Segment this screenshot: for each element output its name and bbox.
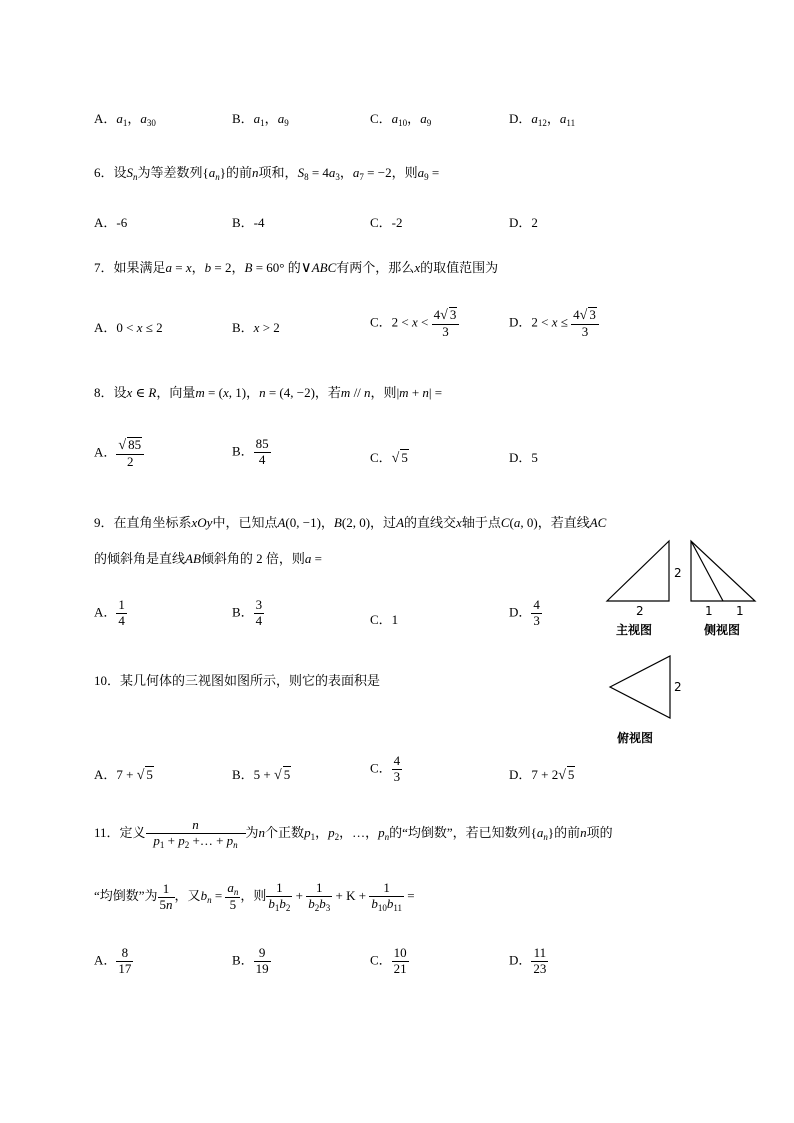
q8-option-d[interactable]: D．5 [509, 450, 538, 465]
top-height-label: 2 [674, 680, 682, 694]
q11-stem-line1: 11．定义 $\frac{n}{p_1 + p_2 +\dots + p_n}$ 为n个正数$p_1$，$p_2$，…，$p_n$的“均倒数”，若已知数列$\{a_n\}$的前n项的 [94, 817, 613, 850]
q5-option-a[interactable]: A．$a_1$，$a_{30}$ [94, 111, 156, 128]
q7-stem: 7．如果满足a = x，b = 2，B = 60° 的∨ABC有两个，那么x的取值范围为 [94, 260, 499, 276]
q6-option-b[interactable]: B．-4 [232, 215, 265, 230]
front-height-label: 2 [674, 566, 682, 580]
top-view-label: 俯视图 [617, 731, 654, 745]
q9-option-a[interactable]: A． $\frac{1}{4}$ [94, 597, 125, 628]
q7-option-d[interactable]: D．2 < x ≤ $\frac{4√ 3}{3}$ [509, 307, 599, 340]
q5-option-c[interactable]: C．$a_{10}$，$a_9$ [370, 111, 432, 128]
q9-option-c[interactable]: C．1 [370, 612, 399, 627]
three-view-figure [600, 535, 770, 750]
q8-option-c[interactable]: C．√ 5 [370, 450, 408, 466]
q9-option-d[interactable]: D． $\frac{4}{3}$ [509, 597, 540, 628]
side-seg1-label: 1 [705, 604, 713, 618]
q10-stem: 10．某几何体的三视图如图所示，则它的表面积是 [94, 673, 381, 688]
side-view-triangle [691, 541, 755, 601]
q10-option-c[interactable]: C． $\frac{4}{3}$ [370, 753, 401, 784]
q6-option-d[interactable]: D．2 [509, 215, 538, 230]
q10-option-b[interactable]: B．5 + √ 5 [232, 767, 291, 783]
front-view-label: 主视图 [616, 623, 653, 637]
q7-option-c[interactable]: C．2 < x < $\frac{4√ 3}{3}$ [370, 307, 459, 340]
side-seg2-label: 1 [736, 604, 744, 618]
q6-option-c[interactable]: C．-2 [370, 215, 403, 230]
q11-option-a[interactable]: A． $\frac{8}{17}$ [94, 945, 132, 976]
q10-option-d[interactable]: D．7 + 2√ 5 [509, 767, 575, 783]
q11-option-b[interactable]: B． $\frac{9}{19}$ [232, 945, 269, 976]
q7-option-a[interactable]: A．0 < x ≤ 2 [94, 320, 163, 335]
q9-stem-line2: 的倾斜角是直线AB倾斜角的 2 倍，则a = [94, 551, 323, 566]
q9-stem-line1: 9．在直角坐标系xOy中，已知点A(0, −1)，B(2, 0)，过A的直线交x轴于点C(a, 0)，若直线AC [94, 515, 607, 530]
side-view-label: 侧视图 [704, 623, 741, 637]
q5-option-b[interactable]: B．$a_1$，$a_9$ [232, 111, 289, 128]
side-view-inner-line [691, 541, 723, 601]
q7-option-b[interactable]: B．x > 2 [232, 320, 280, 335]
front-base-label: 2 [636, 604, 644, 618]
q8-option-a[interactable]: A． $\frac{√ 85}{2}$ [94, 437, 144, 470]
q11-option-d[interactable]: D． $\frac{11}{23}$ [509, 945, 547, 976]
q5-option-d[interactable]: D．$a_{12}$，$a_{11}$ [509, 111, 576, 128]
q11-option-c[interactable]: C． $\frac{10}{21}$ [370, 945, 407, 976]
q11-stem-line2: “均倒数”为 $\frac{1}{5n}$ ，又$b_n$ = $\frac{a_n}{5}$ ，则 $\frac{1}{b_1b_2}$ + $\frac{1}{b_2b_3}$ + K + $\frac{1}{b_{10}b_{11}}$ = [94, 880, 415, 913]
front-view-triangle [607, 541, 669, 601]
q6-stem: 6．设$S_n$为等差数列$\{a_n\}$的前n项和，$S_8 = 4a_3$，$a_7 = -2$，则$a_9$ = [94, 165, 440, 182]
q8-option-b[interactable]: B． $\frac{85}{4}$ [232, 436, 269, 467]
top-view-triangle [610, 656, 670, 718]
q8-stem: 8．设x ∈ R，向量m = (x, 1)，n = (4, −2)，若m // n，则|m + n| = [94, 385, 443, 400]
q9-option-b[interactable]: B． $\frac{3}{4}$ [232, 597, 263, 628]
q10-option-a[interactable]: A．7 + √ 5 [94, 767, 153, 783]
q6-option-a[interactable]: A．-6 [94, 215, 128, 230]
